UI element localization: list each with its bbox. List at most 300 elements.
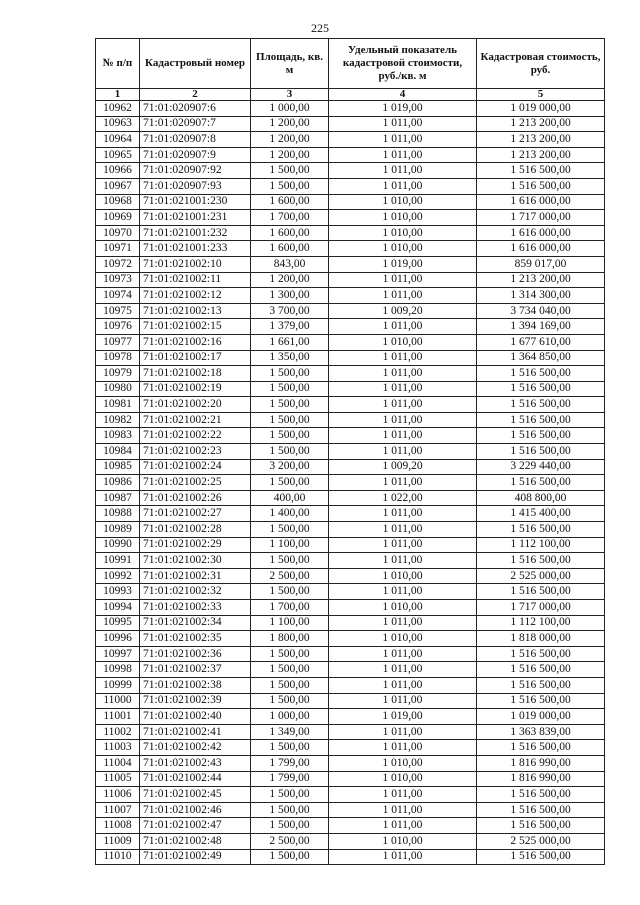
- table-row: [96, 147, 605, 163]
- cadastral-cost: 1 516 500,00: [477, 522, 605, 538]
- specific-value: 1 011,00: [329, 147, 477, 163]
- page-number: 225: [311, 21, 329, 35]
- table-row: [96, 646, 605, 662]
- column-number: 3: [251, 89, 329, 101]
- cadastral-number: 71:01:021002:45: [140, 787, 251, 803]
- specific-value: 1 010,00: [329, 771, 477, 787]
- area-value: 1 500,00: [251, 662, 329, 678]
- area-value: 2 500,00: [251, 568, 329, 584]
- row-number: 10971: [96, 241, 140, 257]
- cadastral-number: 71:01:021002:42: [140, 740, 251, 756]
- cadastral-cost: 1 516 500,00: [477, 849, 605, 865]
- specific-value: 1 011,00: [329, 132, 477, 148]
- specific-value: 1 011,00: [329, 646, 477, 662]
- column-number: 2: [140, 89, 251, 101]
- area-value: 1 661,00: [251, 334, 329, 350]
- specific-value: 1 011,00: [329, 366, 477, 382]
- area-value: 1 379,00: [251, 319, 329, 335]
- row-number: 10965: [96, 147, 140, 163]
- specific-value: 1 010,00: [329, 194, 477, 210]
- cadastral-cost: 2 525 000,00: [477, 568, 605, 584]
- specific-value: 1 010,00: [329, 225, 477, 241]
- row-number: 10966: [96, 163, 140, 179]
- table-row: [96, 366, 605, 382]
- cadastral-cost: 3 734 040,00: [477, 303, 605, 319]
- area-value: 1 349,00: [251, 724, 329, 740]
- cadastral-cost: 1 112 100,00: [477, 615, 605, 631]
- cadastral-number: 71:01:021002:23: [140, 444, 251, 460]
- table-row: [96, 350, 605, 366]
- cadastral-number: 71:01:021002:22: [140, 428, 251, 444]
- area-value: 3 700,00: [251, 303, 329, 319]
- specific-value: 1 011,00: [329, 350, 477, 366]
- row-number: 10967: [96, 178, 140, 194]
- area-value: 1 500,00: [251, 646, 329, 662]
- specific-value: 1 011,00: [329, 319, 477, 335]
- table-row: [96, 584, 605, 600]
- cadastral-cost: 1 019 000,00: [477, 101, 605, 117]
- cadastral-number: 71:01:020907:7: [140, 116, 251, 132]
- specific-value: 1 011,00: [329, 615, 477, 631]
- cadastral-number: 71:01:021002:20: [140, 397, 251, 413]
- cadastral-number: 71:01:021002:30: [140, 553, 251, 569]
- cadastral-number: 71:01:021002:12: [140, 288, 251, 304]
- specific-value: 1 011,00: [329, 272, 477, 288]
- cadastral-cost: 1 516 500,00: [477, 553, 605, 569]
- cadastral-number: 71:01:021002:28: [140, 522, 251, 538]
- specific-value: 1 022,00: [329, 490, 477, 506]
- cadastral-cost: 408 800,00: [477, 490, 605, 506]
- row-number: 10995: [96, 615, 140, 631]
- cadastral-cost: 1 213 200,00: [477, 132, 605, 148]
- cadastral-cost: 1 717 000,00: [477, 210, 605, 226]
- cadastral-number: 71:01:021002:35: [140, 631, 251, 647]
- area-value: 1 500,00: [251, 693, 329, 709]
- area-value: 1 800,00: [251, 631, 329, 647]
- table-row: [96, 787, 605, 803]
- cadastral-cost: 1 516 500,00: [477, 584, 605, 600]
- area-value: 1 600,00: [251, 225, 329, 241]
- area-value: 1 350,00: [251, 350, 329, 366]
- area-value: 2 500,00: [251, 833, 329, 849]
- table-row: [96, 116, 605, 132]
- cadastral-number: 71:01:021002:16: [140, 334, 251, 350]
- table-row: [96, 412, 605, 428]
- table-row: [96, 693, 605, 709]
- row-number: 11004: [96, 755, 140, 771]
- header-area: Площадь, кв. м: [251, 39, 329, 89]
- cadastral-number: 71:01:021002:18: [140, 366, 251, 382]
- cadastral-cost: 1 816 990,00: [477, 771, 605, 787]
- table-row: [96, 444, 605, 460]
- row-number: 10999: [96, 677, 140, 693]
- specific-value: 1 011,00: [329, 178, 477, 194]
- specific-value: 1 010,00: [329, 833, 477, 849]
- specific-value: 1 011,00: [329, 553, 477, 569]
- header-row: [96, 39, 605, 89]
- cadastral-number: 71:01:021002:25: [140, 475, 251, 491]
- table-row: [96, 132, 605, 148]
- table-row: [96, 631, 605, 647]
- cadastral-cost: 1 112 100,00: [477, 537, 605, 553]
- cadastral-cost: 1 818 000,00: [477, 631, 605, 647]
- specific-value: 1 010,00: [329, 334, 477, 350]
- table-row: [96, 397, 605, 413]
- cadastral-number: 71:01:021002:38: [140, 677, 251, 693]
- area-value: 1 500,00: [251, 740, 329, 756]
- cadastral-cost: 1 616 000,00: [477, 225, 605, 241]
- table-row: [96, 428, 605, 444]
- cadastral-number: 71:01:021002:31: [140, 568, 251, 584]
- area-value: 1 799,00: [251, 771, 329, 787]
- cadastral-number: 71:01:021002:47: [140, 818, 251, 834]
- row-number: 10977: [96, 334, 140, 350]
- table-row: [96, 615, 605, 631]
- row-number: 10981: [96, 397, 140, 413]
- table-row: [96, 818, 605, 834]
- cadastral-cost: 1 019 000,00: [477, 709, 605, 725]
- area-value: 1 500,00: [251, 818, 329, 834]
- row-number: 11006: [96, 787, 140, 803]
- row-number: 10975: [96, 303, 140, 319]
- cadastral-cost: 1 363 839,00: [477, 724, 605, 740]
- table-row: [96, 600, 605, 616]
- area-value: 1 500,00: [251, 522, 329, 538]
- cadastral-cost: 1 213 200,00: [477, 272, 605, 288]
- cadastral-cost: 859 017,00: [477, 256, 605, 272]
- area-value: 1 500,00: [251, 397, 329, 413]
- area-value: 3 200,00: [251, 459, 329, 475]
- table-row: [96, 771, 605, 787]
- area-value: 1 000,00: [251, 101, 329, 117]
- header-row-number: № п/п: [96, 39, 140, 89]
- cadastral-cost: 1 516 500,00: [477, 397, 605, 413]
- table-row: [96, 802, 605, 818]
- row-number: 11002: [96, 724, 140, 740]
- table-row: [96, 755, 605, 771]
- cadastral-number: 71:01:020907:9: [140, 147, 251, 163]
- cadastral-number: 71:01:021002:32: [140, 584, 251, 600]
- table-row: [96, 163, 605, 179]
- table-row: [96, 288, 605, 304]
- cadastral-number: 71:01:021002:34: [140, 615, 251, 631]
- row-number: 11003: [96, 740, 140, 756]
- row-number: 11010: [96, 849, 140, 865]
- table-row: [96, 490, 605, 506]
- area-value: 1 500,00: [251, 787, 329, 803]
- specific-value: 1 011,00: [329, 163, 477, 179]
- cadastral-number: 71:01:021001:233: [140, 241, 251, 257]
- cadastral-cost: 1 516 500,00: [477, 475, 605, 491]
- specific-value: 1 010,00: [329, 210, 477, 226]
- row-number: 10990: [96, 537, 140, 553]
- specific-value: 1 010,00: [329, 568, 477, 584]
- row-number: 10992: [96, 568, 140, 584]
- specific-value: 1 011,00: [329, 288, 477, 304]
- specific-value: 1 011,00: [329, 740, 477, 756]
- cadastral-number: 71:01:021002:40: [140, 709, 251, 725]
- table-row: [96, 475, 605, 491]
- area-value: 1 100,00: [251, 537, 329, 553]
- row-number: 10993: [96, 584, 140, 600]
- table-row: [96, 833, 605, 849]
- cadastral-number: 71:01:021002:39: [140, 693, 251, 709]
- cadastral-number: 71:01:021002:37: [140, 662, 251, 678]
- area-value: 1 500,00: [251, 163, 329, 179]
- row-number: 10974: [96, 288, 140, 304]
- area-value: 1 500,00: [251, 444, 329, 460]
- specific-value: 1 011,00: [329, 397, 477, 413]
- cadastral-number: 71:01:021002:41: [140, 724, 251, 740]
- area-value: 1 500,00: [251, 802, 329, 818]
- table-row: [96, 381, 605, 397]
- area-value: 1 500,00: [251, 849, 329, 865]
- cadastral-cost: 1 516 500,00: [477, 428, 605, 444]
- specific-value: 1 011,00: [329, 381, 477, 397]
- row-number: 10988: [96, 506, 140, 522]
- table-row: [96, 334, 605, 350]
- table-row: [96, 677, 605, 693]
- column-number-row: [96, 89, 605, 101]
- specific-value: 1 010,00: [329, 631, 477, 647]
- cadastral-cost: 1 677 610,00: [477, 334, 605, 350]
- area-value: 1 100,00: [251, 615, 329, 631]
- column-number: 1: [96, 89, 140, 101]
- cadastral-number: 71:01:021001:232: [140, 225, 251, 241]
- cadastral-number: 71:01:021001:230: [140, 194, 251, 210]
- cadastral-number: 71:01:021001:231: [140, 210, 251, 226]
- cadastral-cost: 1 314 300,00: [477, 288, 605, 304]
- table-row: [96, 568, 605, 584]
- table-row: [96, 272, 605, 288]
- row-number: 10979: [96, 366, 140, 382]
- row-number: 11001: [96, 709, 140, 725]
- row-number: 10970: [96, 225, 140, 241]
- cadastral-number: 71:01:021002:49: [140, 849, 251, 865]
- row-number: 10962: [96, 101, 140, 117]
- specific-value: 1 010,00: [329, 755, 477, 771]
- row-number: 10972: [96, 256, 140, 272]
- row-number: 10996: [96, 631, 140, 647]
- cadastral-cost: 1 364 850,00: [477, 350, 605, 366]
- area-value: 1 400,00: [251, 506, 329, 522]
- table-row: [96, 101, 605, 117]
- table-row: [96, 256, 605, 272]
- specific-value: 1 011,00: [329, 662, 477, 678]
- area-value: 843,00: [251, 256, 329, 272]
- area-value: 1 200,00: [251, 272, 329, 288]
- cadastral-number: 71:01:021002:15: [140, 319, 251, 335]
- table-row: [96, 709, 605, 725]
- specific-value: 1 011,00: [329, 412, 477, 428]
- cadastral-cost: 1 516 500,00: [477, 740, 605, 756]
- row-number: 10986: [96, 475, 140, 491]
- table-row: [96, 849, 605, 865]
- cadastral-cost: 1 394 169,00: [477, 319, 605, 335]
- row-number: 11008: [96, 818, 140, 834]
- header-cadastral-cost: Кадастровая стоимость, руб.: [477, 39, 605, 89]
- specific-value: 1 011,00: [329, 693, 477, 709]
- area-value: 1 600,00: [251, 241, 329, 257]
- cadastral-number: 71:01:020907:8: [140, 132, 251, 148]
- table-row: [96, 662, 605, 678]
- cadastral-number: 71:01:021002:27: [140, 506, 251, 522]
- cadastral-cost: 1 516 500,00: [477, 693, 605, 709]
- area-value: 1 500,00: [251, 412, 329, 428]
- area-value: 1 500,00: [251, 553, 329, 569]
- row-number: 10997: [96, 646, 140, 662]
- cadastral-cost: 1 516 500,00: [477, 646, 605, 662]
- cadastral-cost: 1 516 500,00: [477, 818, 605, 834]
- cadastral-cost: 1 516 500,00: [477, 677, 605, 693]
- row-number: 10963: [96, 116, 140, 132]
- area-value: 1 500,00: [251, 677, 329, 693]
- area-value: 1 200,00: [251, 132, 329, 148]
- specific-value: 1 011,00: [329, 787, 477, 803]
- area-value: 1 799,00: [251, 755, 329, 771]
- cadastral-number: 71:01:020907:92: [140, 163, 251, 179]
- cadastral-cost: 1 516 500,00: [477, 444, 605, 460]
- cadastral-cost: 1 516 500,00: [477, 412, 605, 428]
- cadastral-number: 71:01:021002:33: [140, 600, 251, 616]
- row-number: 10987: [96, 490, 140, 506]
- cadastral-number: 71:01:021002:19: [140, 381, 251, 397]
- row-number: 10980: [96, 381, 140, 397]
- cadastral-cost: 1 516 500,00: [477, 381, 605, 397]
- area-value: 1 500,00: [251, 428, 329, 444]
- row-number: 11000: [96, 693, 140, 709]
- row-number: 11009: [96, 833, 140, 849]
- table-row: [96, 506, 605, 522]
- cadastral-number: 71:01:021002:26: [140, 490, 251, 506]
- area-value: 1 000,00: [251, 709, 329, 725]
- row-number: 10973: [96, 272, 140, 288]
- row-number: 11005: [96, 771, 140, 787]
- table-row: [96, 522, 605, 538]
- cadastral-cost: 1 516 500,00: [477, 787, 605, 803]
- cadastral-cost: 1 816 990,00: [477, 755, 605, 771]
- specific-value: 1 011,00: [329, 849, 477, 865]
- cadastral-cost: 1 415 400,00: [477, 506, 605, 522]
- header-cadastral-number: Кадастровый номер: [140, 39, 251, 89]
- specific-value: 1 019,00: [329, 101, 477, 117]
- specific-value: 1 011,00: [329, 584, 477, 600]
- cadastral-cost: 1 616 000,00: [477, 194, 605, 210]
- specific-value: 1 011,00: [329, 677, 477, 693]
- area-value: 1 500,00: [251, 475, 329, 491]
- specific-value: 1 009,20: [329, 303, 477, 319]
- area-value: 1 200,00: [251, 147, 329, 163]
- area-value: 1 300,00: [251, 288, 329, 304]
- specific-value: 1 010,00: [329, 241, 477, 257]
- cadastral-number: 71:01:021002:48: [140, 833, 251, 849]
- row-number: 10982: [96, 412, 140, 428]
- cadastral-number: 71:01:021002:11: [140, 272, 251, 288]
- table-row: [96, 319, 605, 335]
- area-value: 1 500,00: [251, 178, 329, 194]
- cadastral-cost: 1 516 500,00: [477, 662, 605, 678]
- table-row: [96, 210, 605, 226]
- row-number: 11007: [96, 802, 140, 818]
- table-row: [96, 303, 605, 319]
- area-value: 400,00: [251, 490, 329, 506]
- cadastral-cost: 3 229 440,00: [477, 459, 605, 475]
- specific-value: 1 011,00: [329, 818, 477, 834]
- table-body: [96, 101, 605, 865]
- cadastral-cost: 1 616 000,00: [477, 241, 605, 257]
- cadastral-number: 71:01:021002:46: [140, 802, 251, 818]
- cadastral-number: 71:01:021002:29: [140, 537, 251, 553]
- table-row: [96, 225, 605, 241]
- specific-value: 1 011,00: [329, 724, 477, 740]
- table-row: [96, 459, 605, 475]
- cadastral-number: 71:01:021002:13: [140, 303, 251, 319]
- cadastral-cost: 1 213 200,00: [477, 116, 605, 132]
- specific-value: 1 011,00: [329, 522, 477, 538]
- cadastral-number: 71:01:021002:44: [140, 771, 251, 787]
- specific-value: 1 019,00: [329, 709, 477, 725]
- row-number: 10983: [96, 428, 140, 444]
- specific-value: 1 011,00: [329, 802, 477, 818]
- cadastral-cost: 1 516 500,00: [477, 163, 605, 179]
- specific-value: 1 011,00: [329, 116, 477, 132]
- row-number: 10964: [96, 132, 140, 148]
- table-row: [96, 178, 605, 194]
- specific-value: 1 011,00: [329, 428, 477, 444]
- area-value: 1 500,00: [251, 366, 329, 382]
- cadastral-cost: 1 516 500,00: [477, 366, 605, 382]
- table-row: [96, 724, 605, 740]
- table-row: [96, 241, 605, 257]
- cadastral-number: 71:01:021002:24: [140, 459, 251, 475]
- row-number: 10969: [96, 210, 140, 226]
- row-number: 10968: [96, 194, 140, 210]
- row-number: 10985: [96, 459, 140, 475]
- area-value: 1 700,00: [251, 600, 329, 616]
- cadastral-cost: 1 213 200,00: [477, 147, 605, 163]
- cadastral-number: 71:01:021002:10: [140, 256, 251, 272]
- row-number: 10976: [96, 319, 140, 335]
- area-value: 1 500,00: [251, 584, 329, 600]
- table-header: [96, 39, 605, 101]
- row-number: 10998: [96, 662, 140, 678]
- table-row: [96, 553, 605, 569]
- area-value: 1 600,00: [251, 194, 329, 210]
- cadastral-number: 71:01:020907:93: [140, 178, 251, 194]
- area-value: 1 500,00: [251, 381, 329, 397]
- specific-value: 1 011,00: [329, 444, 477, 460]
- specific-value: 1 011,00: [329, 506, 477, 522]
- header-specific-value: Удельный показатель кадастровой стоимости, руб./кв. м: [329, 39, 477, 89]
- specific-value: 1 011,00: [329, 475, 477, 491]
- cadastral-cost: 2 525 000,00: [477, 833, 605, 849]
- row-number: 10991: [96, 553, 140, 569]
- cadastral-cost: 1 516 500,00: [477, 178, 605, 194]
- cadastral-number: 71:01:021002:21: [140, 412, 251, 428]
- cadastral-number: 71:01:020907:6: [140, 101, 251, 117]
- cadastral-value-table: [95, 38, 605, 865]
- row-number: 10994: [96, 600, 140, 616]
- cadastral-number: 71:01:021002:36: [140, 646, 251, 662]
- cadastral-cost: 1 516 500,00: [477, 802, 605, 818]
- cadastral-cost: 1 717 000,00: [477, 600, 605, 616]
- table-row: [96, 740, 605, 756]
- specific-value: 1 010,00: [329, 600, 477, 616]
- table-row: [96, 194, 605, 210]
- column-number: 4: [329, 89, 477, 101]
- area-value: 1 200,00: [251, 116, 329, 132]
- specific-value: 1 009,20: [329, 459, 477, 475]
